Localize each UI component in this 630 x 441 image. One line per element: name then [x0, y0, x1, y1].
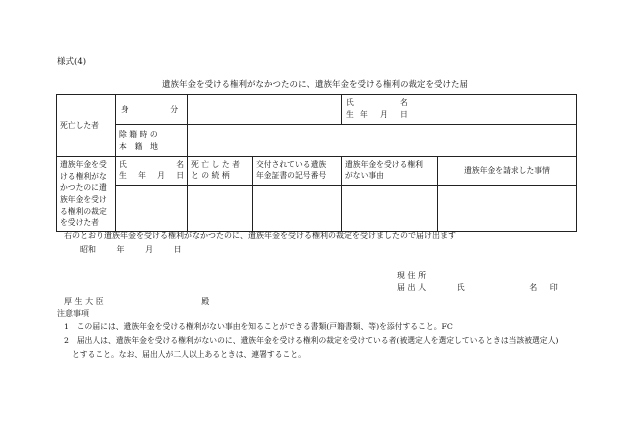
claimant-reason-value[interactable] — [342, 185, 438, 232]
col-circumstance-header — [438, 157, 577, 186]
claimant-relation-value[interactable] — [188, 185, 253, 232]
filer-name-label: 氏 — [456, 283, 465, 292]
filer-label: 届 出 人 — [397, 283, 427, 292]
deceased-label: 死亡した者 — [60, 120, 99, 130]
status-value-cell[interactable] — [188, 95, 342, 125]
col-circumstance-label: 遺族年金を請求した事情 — [464, 166, 550, 176]
deceased-birth-label-d: 日 — [400, 110, 408, 119]
claimant-label-cell — [57, 157, 116, 232]
claimant-label: 遺族年金を受ける権利がなかつたのに遺族年金を受ける権利の裁定を受けた者 — [60, 160, 107, 228]
date-year: 年 — [116, 245, 125, 254]
col-reason-line1: 遺族年金を受ける権利 — [345, 160, 423, 169]
filer-line — [397, 283, 558, 294]
status-label-b: 分 — [170, 104, 178, 114]
col-relation-line2: と の 続 柄 — [191, 171, 230, 181]
note-item-2: 2 届出人は、遺族年金を受ける権利がないのに、遺族年金を受ける権利の裁定を受けている者(被選定人を選定しているときは当該被選定人) — [64, 336, 559, 345]
deceased-birth-label-c: 月 — [380, 110, 388, 119]
deceased-label-cell — [57, 95, 116, 157]
honorific: 殿 — [201, 297, 210, 306]
col-cert-line1: 交付されている遺族 — [256, 160, 327, 169]
col-cert-line2: 年金証書の記号番号 — [256, 171, 327, 181]
addressee-line — [64, 297, 209, 308]
status-label-cell — [116, 95, 188, 125]
date-line — [80, 245, 182, 256]
document-title: 遺族年金を受ける権利がなかつたのに、遺族年金を受ける権利の裁定を受けた届 — [161, 80, 468, 90]
claimant-cert-value[interactable] — [253, 185, 342, 232]
form-number-label: 様式(4) — [57, 57, 87, 67]
domicile-value-cell[interactable] — [188, 125, 577, 157]
deceased-birth-label-a: 生 — [346, 110, 354, 119]
domicile-label-line2: 本 籍 地 — [119, 141, 158, 151]
col-cert-header — [253, 157, 342, 186]
address-line — [397, 271, 426, 282]
claimant-name-value[interactable] — [116, 185, 188, 232]
col-name-b: 名 — [176, 160, 184, 169]
address-label: 現 住 所 — [397, 271, 427, 280]
deceased-name-label-a: 氏 — [346, 98, 354, 107]
deceased-name-label-b: 名 — [400, 98, 408, 107]
note-item-1: 1 この届には、遺族年金を受ける権利がない事由を知ることができる書類(戸籍書類、等)を添付すること。FC — [64, 322, 453, 331]
date-era: 昭和 — [80, 245, 96, 254]
declaration-statement: 右のとおり遺族年金を受ける権利がなかつたのに、遺族年金を受ける権利の裁定を受けましたので届け出ます — [64, 231, 456, 240]
notification-table — [56, 94, 577, 232]
addressee: 厚 生 大 臣 — [64, 297, 104, 306]
col-birth-d: 日 — [176, 171, 184, 181]
filer-name-label2: 名 — [529, 283, 538, 292]
claimant-circumstance-value[interactable] — [438, 185, 577, 232]
col-birth-c: 月 — [157, 171, 165, 181]
notes-title: 注意事項 — [57, 309, 89, 318]
col-relation-line1: 死 亡 し た 者 — [191, 160, 240, 169]
name-birth-cell[interactable] — [342, 95, 577, 125]
seal-mark: 印 — [549, 283, 558, 292]
col-reason-line2: がない事由 — [345, 171, 384, 181]
note-item-2-continued: とすること。なお、届出人が二人以上あるときは、連署すること。 — [72, 350, 306, 359]
deceased-birth-label-b: 年 — [360, 110, 368, 119]
domicile-label-cell — [116, 125, 188, 157]
status-label-a: 身 — [121, 104, 129, 114]
date-month: 月 — [145, 245, 154, 254]
date-day: 日 — [173, 245, 182, 254]
col-birth-b: 年 — [138, 171, 146, 181]
col-name-birth-header — [116, 157, 188, 186]
col-relation-header — [188, 157, 253, 186]
domicile-label-line1: 除 籍 時 の — [119, 130, 158, 140]
col-birth-a: 生 — [119, 171, 127, 181]
col-name-a: 氏 — [119, 160, 127, 169]
col-reason-header — [342, 157, 438, 186]
